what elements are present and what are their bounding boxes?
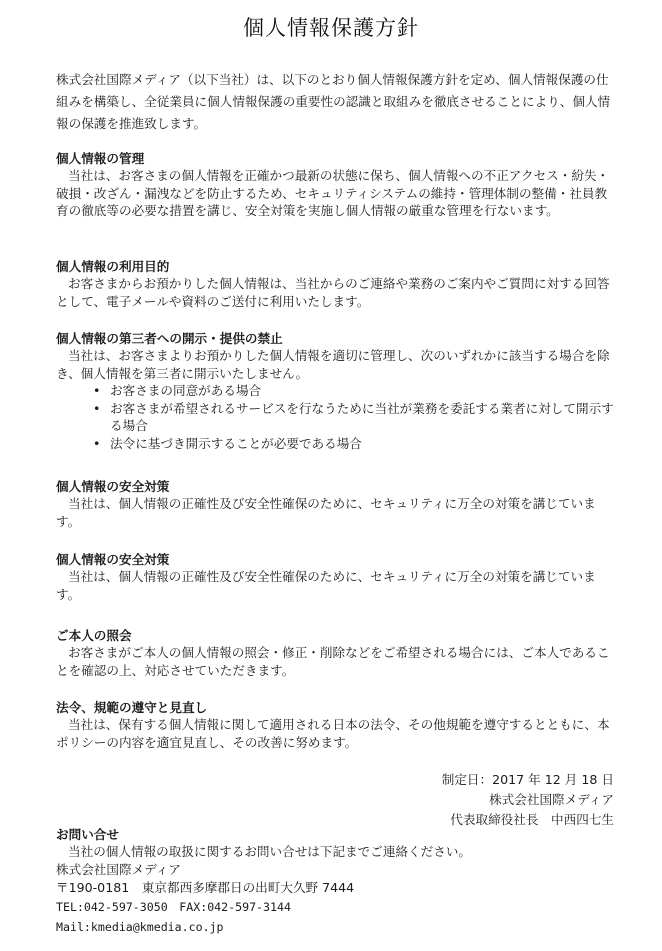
section-body: 当社は、保有する個人情報に関して適用される日本の法令、その他規範を遵守するとともに、本ポリシーの内容を適宜見直し、その改善に努めます。: [56, 717, 610, 750]
section-heading: 個人情報の第三者への開示・提供の禁止: [56, 331, 283, 346]
established-date: 制定日：2017 年 12 月 18 日: [441, 772, 614, 787]
section-heading: ご本人の照会: [56, 628, 132, 643]
section-heading: 個人情報の安全対策: [56, 479, 170, 494]
section-security-1: [56, 478, 616, 530]
section-security-2: [56, 551, 616, 603]
bullet-icon: •: [93, 400, 101, 416]
bullet-icon: •: [93, 383, 101, 398]
section-purpose: [56, 258, 616, 310]
section-body: 当社は、個人情報の正確性及び安全性確保のために、セキュリティに万全の対策を講じています。: [56, 569, 596, 602]
signature-representative: 代表取締役社長 中西四七生: [450, 812, 614, 827]
contact-section: [56, 826, 616, 937]
section-inquiry: [56, 627, 616, 679]
list-item: [93, 435, 616, 453]
section-heading: 個人情報の利用目的: [56, 259, 170, 274]
contact-address: 〒190-0181 東京都西多摩郡日の出町大久野 7444: [56, 880, 355, 895]
section-body: お客さまがご本人の個人情報の照会・修正・削除などをご希望される場合には、ご本人であることを確認の上、対応させていただきます。: [56, 645, 610, 678]
section-compliance: [56, 699, 616, 751]
section-body: 当社は、お客さまの個人情報を正確かつ最新の状態に保ち、個人情報への不正アクセス・紛失・破損・改ざん・漏洩などを防止するため、セキュリティシステムの維持・管理体制の整備・社員教育の徹底等の必要な措置を講じ、安全対策を実施し個人情報の厳重な管理を行ないます。: [56, 168, 610, 218]
list-item-text: お客さまの同意がある場合: [110, 383, 262, 398]
list-item-text: お客さまが希望されるサービスを行なうために当社が業務を委託する業者に対して開示する場合: [110, 400, 614, 433]
contact-heading: お問い合せ: [56, 827, 119, 842]
intro-paragraph: 株式会社国際メディア（以下当社）は、以下のとおり個人情報保護方針を定め、個人情報保護の仕組みを構築し、全従業員に個人情報保護の重要性の認識と取組みを徹底させることにより、個人情報の保護を推進致します。: [56, 72, 611, 131]
contact-company: 株式会社国際メディア: [56, 862, 181, 877]
contact-email[interactable]: Mail:kmedia@kmedia.co.jp: [56, 920, 224, 934]
section-body: お客さまからお預かりした個人情報は、当社からのご連絡や業務のご案内やご質問に対する回答として、電子メールや資料のご送付に利用いたします。: [56, 276, 610, 309]
list-item-text: 法令に基づき開示することが必要である場合: [110, 435, 362, 451]
signature-block: [442, 770, 614, 830]
contact-intro: 当社の個人情報の取扱に関するお問い合せは下記までご連絡ください。: [68, 844, 471, 859]
section-body: 当社は、お客さまよりお預かりした個人情報を適切に管理し、次のいずれかに該当する場合を除き、個人情報を第三者に開示いたしません。: [56, 348, 610, 381]
signature-company: 株式会社国際メディア: [489, 792, 614, 807]
disclosure-exception-list: [56, 382, 616, 452]
section-management: [56, 150, 616, 220]
section-disclosure: [56, 330, 616, 452]
page-title: 個人情報保護方針: [243, 16, 419, 40]
section-heading: 個人情報の安全対策: [56, 552, 170, 567]
bullet-icon: •: [93, 435, 101, 451]
section-heading: 個人情報の管理: [56, 151, 145, 166]
list-item: [93, 400, 616, 435]
contact-phone-fax: TEL:042-597-3050 FAX:042-597-3144: [56, 900, 291, 914]
list-item: [93, 382, 616, 400]
section-heading: 法令、規範の遵守と見直し: [56, 700, 208, 715]
section-body: 当社は、個人情報の正確性及び安全性確保のために、セキュリティに万全の対策を講じています。: [56, 496, 596, 529]
